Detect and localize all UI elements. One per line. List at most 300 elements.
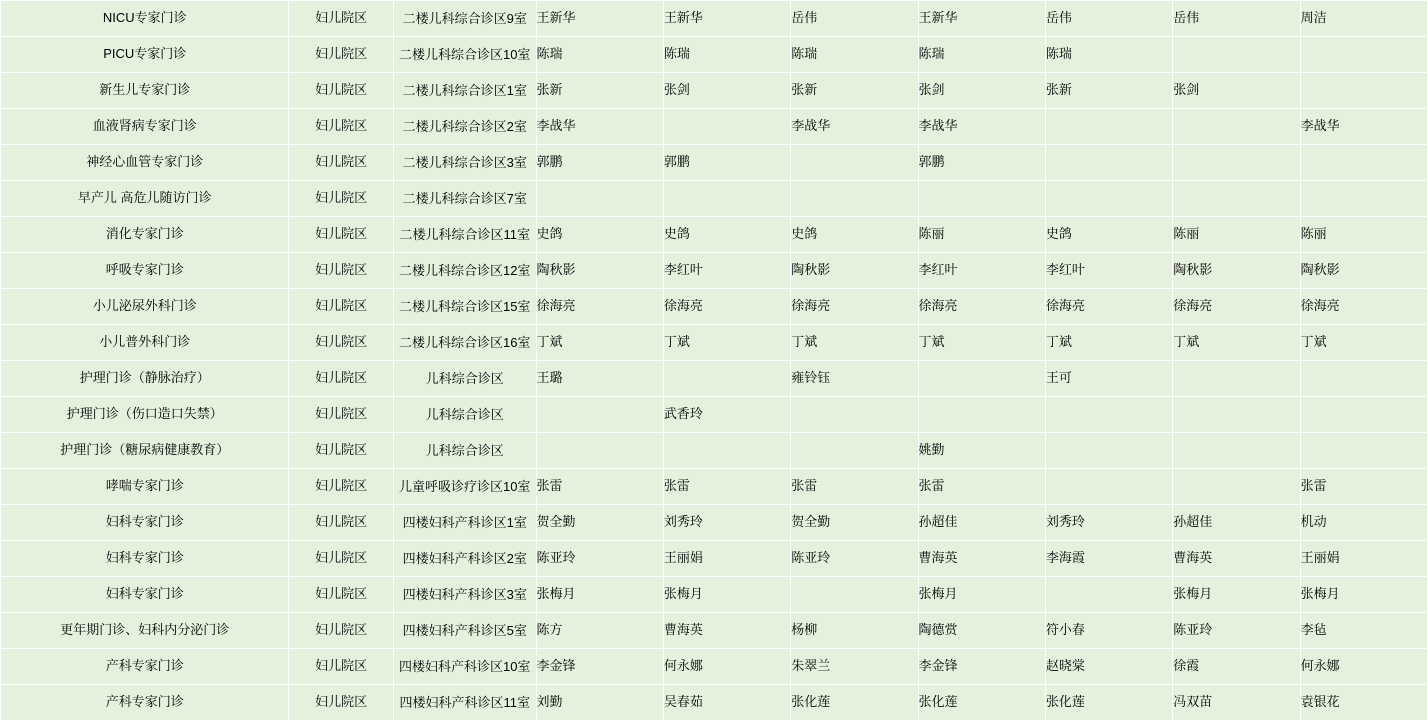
monday-cell-text: 王璐	[536, 370, 563, 386]
tuesday-cell-text: 何永娜	[663, 658, 703, 674]
campus-cell-text: 妇儿院区	[315, 82, 368, 98]
thursday-cell	[918, 469, 1045, 505]
saturday-cell	[1173, 433, 1300, 469]
friday-cell	[1045, 217, 1172, 253]
clinic-name-cell-text: 小儿泌尿外科门诊	[92, 298, 197, 314]
clinic-name-cell	[1, 541, 289, 577]
sunday-cell-text: 李毡	[1300, 622, 1327, 638]
campus-cell-text: 妇儿院区	[315, 586, 368, 602]
tuesday-cell	[663, 433, 790, 469]
tuesday-cell-text: 张剑	[663, 82, 690, 98]
clinic-name-cell-text: 护理门诊（静脉治疗）	[79, 370, 210, 386]
monday-cell	[536, 613, 663, 649]
wednesday-cell-text: 朱翠兰	[791, 658, 831, 674]
thursday-cell-text: 丁斌	[918, 334, 945, 350]
monday-cell-text: 徐海亮	[536, 298, 576, 314]
campus-cell-text: 妇儿院区	[315, 442, 368, 458]
monday-cell	[536, 469, 663, 505]
room-cell	[393, 217, 536, 253]
thursday-cell	[918, 649, 1045, 685]
monday-cell	[536, 217, 663, 253]
friday-cell-text: 李海霞	[1045, 550, 1085, 566]
room-cell-text: 二楼儿科综合诊区12室	[398, 262, 531, 278]
clinic-name-cell	[1, 469, 289, 505]
thursday-cell	[918, 145, 1045, 181]
monday-cell-text: 张雷	[536, 478, 563, 494]
table-row	[1, 433, 1428, 469]
campus-cell	[289, 361, 393, 397]
clinic-name-cell	[1, 181, 289, 217]
wednesday-cell-text: 贺全勤	[791, 514, 831, 530]
room-cell-text: 四楼妇科产科诊区5室	[402, 622, 527, 638]
wednesday-cell-text: 陈亚玲	[791, 550, 831, 566]
table-row	[1, 217, 1428, 253]
tuesday-cell-text: 史鸽	[663, 226, 690, 242]
friday-cell-text: 岳伟	[1045, 10, 1072, 26]
saturday-cell-text: 陈丽	[1173, 226, 1200, 242]
clinic-name-cell-text: 消化专家门诊	[105, 226, 184, 242]
campus-cell	[289, 541, 393, 577]
room-cell-text: 儿科综合诊区	[425, 442, 504, 458]
thursday-cell-text: 王新华	[918, 10, 958, 26]
thursday-cell	[918, 73, 1045, 109]
tuesday-cell	[663, 253, 790, 289]
wednesday-cell	[791, 181, 918, 217]
campus-cell-text: 妇儿院区	[315, 46, 368, 62]
campus-cell	[289, 433, 393, 469]
campus-cell	[289, 181, 393, 217]
tuesday-cell-text: 丁斌	[663, 334, 690, 350]
tuesday-cell-text: 郭鹏	[663, 154, 690, 170]
wednesday-cell	[791, 577, 918, 613]
friday-cell-text: 丁斌	[1045, 334, 1072, 350]
thursday-cell-text: 李红叶	[918, 262, 958, 278]
tuesday-cell-text: 王丽娟	[663, 550, 703, 566]
monday-cell	[536, 289, 663, 325]
clinic-name-cell	[1, 685, 289, 721]
friday-cell-text: 李红叶	[1045, 262, 1085, 278]
monday-cell-text: 陈瑞	[536, 46, 563, 62]
saturday-cell	[1173, 145, 1300, 181]
wednesday-cell	[791, 145, 918, 181]
campus-cell	[289, 505, 393, 541]
sunday-cell	[1300, 325, 1427, 361]
monday-cell-text: 郭鹏	[536, 154, 563, 170]
campus-cell	[289, 217, 393, 253]
clinic-name-cell	[1, 37, 289, 73]
room-cell	[393, 145, 536, 181]
campus-cell-text: 妇儿院区	[315, 406, 368, 422]
clinic-name-cell-text: 护理门诊（伤口造口失禁）	[66, 406, 223, 422]
campus-cell	[289, 469, 393, 505]
campus-cell-text: 妇儿院区	[315, 262, 368, 278]
sunday-cell	[1300, 181, 1427, 217]
thursday-cell-text: 陈瑞	[918, 46, 945, 62]
friday-cell-text: 徐海亮	[1045, 298, 1085, 314]
room-cell-text: 二楼儿科综合诊区10室	[398, 46, 531, 62]
saturday-cell-text: 孙超佳	[1173, 514, 1213, 530]
thursday-cell	[918, 577, 1045, 613]
wednesday-cell-text: 陶秋影	[791, 262, 831, 278]
friday-cell	[1045, 541, 1172, 577]
table-body	[1, 1, 1428, 721]
room-cell-text: 四楼妇科产科诊区11室	[399, 694, 530, 710]
wednesday-cell	[791, 109, 918, 145]
tuesday-cell-text: 张梅月	[663, 586, 703, 602]
saturday-cell	[1173, 217, 1300, 253]
friday-cell	[1045, 469, 1172, 505]
friday-cell	[1045, 109, 1172, 145]
saturday-cell-text: 冯双苗	[1173, 694, 1213, 710]
friday-cell-text: 赵晓棠	[1045, 658, 1085, 674]
room-cell	[393, 649, 536, 685]
thursday-cell	[918, 37, 1045, 73]
monday-cell	[536, 325, 663, 361]
room-cell-text: 儿科综合诊区	[425, 406, 504, 422]
friday-cell	[1045, 1, 1172, 37]
room-cell	[393, 109, 536, 145]
clinic-name-cell-text: 哮喘专家门诊	[105, 478, 184, 494]
campus-cell	[289, 289, 393, 325]
clinic-name-cell-text: 神经心血管专家门诊	[86, 154, 204, 170]
friday-cell	[1045, 685, 1172, 721]
thursday-cell-text: 张雷	[918, 478, 945, 494]
campus-cell	[289, 253, 393, 289]
saturday-cell	[1173, 505, 1300, 541]
wednesday-cell	[791, 37, 918, 73]
clinic-name-cell-text: 更年期门诊、妇科内分泌门诊	[60, 622, 230, 638]
wednesday-cell-text: 张新	[791, 82, 818, 98]
friday-cell	[1045, 577, 1172, 613]
friday-cell	[1045, 37, 1172, 73]
campus-cell-text: 妇儿院区	[315, 190, 368, 206]
sunday-cell	[1300, 469, 1427, 505]
sunday-cell-text: 张梅月	[1300, 586, 1340, 602]
sunday-cell	[1300, 505, 1427, 541]
clinic-name-cell	[1, 1, 289, 37]
room-cell-text: 二楼儿科综合诊区9室	[402, 10, 527, 26]
saturday-cell	[1173, 109, 1300, 145]
thursday-cell-text: 曹海英	[918, 550, 958, 566]
room-cell-text: 四楼妇科产科诊区10室	[398, 658, 531, 674]
campus-cell-text: 妇儿院区	[315, 334, 368, 350]
table-row	[1, 73, 1428, 109]
friday-cell	[1045, 361, 1172, 397]
saturday-cell-text: 徐霞	[1173, 658, 1200, 674]
saturday-cell	[1173, 1, 1300, 37]
friday-cell-text: 陈瑞	[1045, 46, 1072, 62]
tuesday-cell-text: 曹海英	[663, 622, 703, 638]
wednesday-cell	[791, 289, 918, 325]
tuesday-cell	[663, 613, 790, 649]
table-row	[1, 613, 1428, 649]
room-cell	[393, 613, 536, 649]
table-row	[1, 1, 1428, 37]
sunday-cell-text: 机动	[1300, 514, 1327, 530]
friday-cell-text: 王可	[1045, 370, 1072, 386]
sunday-cell	[1300, 73, 1427, 109]
wednesday-cell-text: 陈瑞	[791, 46, 818, 62]
wednesday-cell	[791, 505, 918, 541]
tuesday-cell-text: 吴春茹	[663, 694, 703, 710]
campus-cell-text: 妇儿院区	[315, 154, 368, 170]
thursday-cell	[918, 1, 1045, 37]
wednesday-cell-text: 雍铃钰	[791, 370, 831, 386]
monday-cell-text: 丁斌	[536, 334, 563, 350]
monday-cell-text: 陈方	[536, 622, 563, 638]
sunday-cell-text: 袁银花	[1300, 694, 1340, 710]
wednesday-cell	[791, 217, 918, 253]
table-row	[1, 577, 1428, 613]
saturday-cell	[1173, 325, 1300, 361]
room-cell-text: 二楼儿科综合诊区3室	[402, 154, 527, 170]
monday-cell-text: 史鸽	[536, 226, 563, 242]
monday-cell-text: 贺全勤	[536, 514, 576, 530]
campus-cell	[289, 613, 393, 649]
campus-cell-text: 妇儿院区	[315, 298, 368, 314]
room-cell-text: 四楼妇科产科诊区1室	[402, 514, 527, 530]
room-cell	[393, 505, 536, 541]
thursday-cell-text: 李金锋	[918, 658, 958, 674]
sunday-cell-text: 王丽娟	[1300, 550, 1340, 566]
table-row	[1, 397, 1428, 433]
wednesday-cell	[791, 613, 918, 649]
wednesday-cell-text: 徐海亮	[791, 298, 831, 314]
room-cell	[393, 325, 536, 361]
tuesday-cell	[663, 577, 790, 613]
wednesday-cell-text: 史鸽	[791, 226, 818, 242]
saturday-cell-text: 岳伟	[1173, 10, 1200, 26]
campus-cell	[289, 73, 393, 109]
saturday-cell	[1173, 253, 1300, 289]
clinic-name-cell	[1, 253, 289, 289]
sunday-cell	[1300, 145, 1427, 181]
thursday-cell	[918, 397, 1045, 433]
clinic-name-cell	[1, 577, 289, 613]
friday-cell-text: 张新	[1045, 82, 1072, 98]
monday-cell	[536, 397, 663, 433]
room-cell-text: 四楼妇科产科诊区2室	[402, 550, 527, 566]
monday-cell	[536, 577, 663, 613]
room-cell-text: 二楼儿科综合诊区7室	[402, 190, 527, 206]
thursday-cell	[918, 541, 1045, 577]
room-cell-text: 儿科综合诊区	[425, 370, 504, 386]
campus-cell	[289, 37, 393, 73]
thursday-cell	[918, 613, 1045, 649]
table-row	[1, 361, 1428, 397]
campus-cell	[289, 685, 393, 721]
room-cell-text: 四楼妇科产科诊区3室	[402, 586, 527, 602]
wednesday-cell-text: 李战华	[791, 118, 831, 134]
thursday-cell	[918, 505, 1045, 541]
clinic-name-cell-text: 产科专家门诊	[105, 658, 184, 674]
saturday-cell-text: 陈亚玲	[1173, 622, 1213, 638]
room-cell-text: 二楼儿科综合诊区11室	[399, 226, 530, 242]
room-cell	[393, 433, 536, 469]
campus-cell	[289, 145, 393, 181]
campus-cell-text: 妇儿院区	[315, 514, 368, 530]
campus-cell-text: 妇儿院区	[315, 10, 368, 26]
tuesday-cell-text: 李红叶	[663, 262, 703, 278]
thursday-cell-text: 姚勤	[918, 442, 945, 458]
campus-cell	[289, 649, 393, 685]
campus-cell-text: 妇儿院区	[315, 370, 368, 386]
thursday-cell	[918, 289, 1045, 325]
tuesday-cell-text: 徐海亮	[663, 298, 703, 314]
sunday-cell	[1300, 397, 1427, 433]
saturday-cell	[1173, 181, 1300, 217]
thursday-cell	[918, 685, 1045, 721]
clinic-name-cell-text: 妇科专家门诊	[105, 586, 184, 602]
campus-cell-text: 妇儿院区	[315, 118, 368, 134]
clinic-name-cell-text: 呼吸专家门诊	[105, 262, 184, 278]
wednesday-cell	[791, 1, 918, 37]
thursday-cell-text: 陶德赏	[918, 622, 958, 638]
saturday-cell	[1173, 469, 1300, 505]
room-cell-text: 二楼儿科综合诊区2室	[402, 118, 527, 134]
saturday-cell	[1173, 361, 1300, 397]
campus-cell-text: 妇儿院区	[315, 694, 368, 710]
sunday-cell	[1300, 577, 1427, 613]
clinic-name-cell	[1, 649, 289, 685]
wednesday-cell	[791, 685, 918, 721]
tuesday-cell	[663, 181, 790, 217]
sunday-cell	[1300, 433, 1427, 469]
clinic-name-cell	[1, 397, 289, 433]
clinic-name-cell	[1, 289, 289, 325]
tuesday-cell	[663, 469, 790, 505]
clinic-name-cell	[1, 505, 289, 541]
saturday-cell-text: 张剑	[1173, 82, 1200, 98]
thursday-cell	[918, 181, 1045, 217]
tuesday-cell	[663, 685, 790, 721]
saturday-cell-text: 徐海亮	[1173, 298, 1213, 314]
friday-cell	[1045, 181, 1172, 217]
saturday-cell	[1173, 289, 1300, 325]
friday-cell	[1045, 613, 1172, 649]
friday-cell	[1045, 397, 1172, 433]
clinic-name-cell	[1, 325, 289, 361]
campus-cell-text: 妇儿院区	[315, 478, 368, 494]
wednesday-cell-text: 丁斌	[791, 334, 818, 350]
clinic-name-cell	[1, 433, 289, 469]
room-cell-text: 二楼儿科综合诊区1室	[402, 82, 527, 98]
tuesday-cell	[663, 1, 790, 37]
sunday-cell	[1300, 289, 1427, 325]
monday-cell-text: 刘勤	[536, 694, 563, 710]
saturday-cell-text: 陶秋影	[1173, 262, 1213, 278]
thursday-cell	[918, 253, 1045, 289]
table-row	[1, 325, 1428, 361]
wednesday-cell-text: 张雷	[791, 478, 818, 494]
monday-cell	[536, 541, 663, 577]
room-cell-text: 儿童呼吸诊疗诊区10室	[398, 478, 531, 494]
tuesday-cell	[663, 541, 790, 577]
campus-cell	[289, 325, 393, 361]
thursday-cell	[918, 361, 1045, 397]
friday-cell-text: 史鸽	[1045, 226, 1072, 242]
sunday-cell-text: 李战华	[1300, 118, 1340, 134]
monday-cell	[536, 685, 663, 721]
monday-cell-text: 王新华	[536, 10, 576, 26]
clinic-name-cell	[1, 109, 289, 145]
table-row	[1, 289, 1428, 325]
friday-cell-text: 刘秀玲	[1045, 514, 1085, 530]
clinic-name-cell-text: 产科专家门诊	[105, 694, 184, 710]
room-cell	[393, 397, 536, 433]
clinic-name-cell-text: 小儿普外科门诊	[99, 334, 191, 350]
sunday-cell-text: 陶秋影	[1300, 262, 1340, 278]
wednesday-cell	[791, 397, 918, 433]
wednesday-cell-text: 杨柳	[791, 622, 818, 638]
tuesday-cell-text: 武香玲	[663, 406, 703, 422]
table-row	[1, 685, 1428, 721]
monday-cell	[536, 37, 663, 73]
thursday-cell-text: 陈丽	[918, 226, 945, 242]
saturday-cell	[1173, 613, 1300, 649]
tuesday-cell	[663, 361, 790, 397]
saturday-cell	[1173, 73, 1300, 109]
table-row	[1, 649, 1428, 685]
sunday-cell	[1300, 541, 1427, 577]
thursday-cell	[918, 433, 1045, 469]
room-cell-text: 二楼儿科综合诊区16室	[398, 334, 531, 350]
tuesday-cell	[663, 397, 790, 433]
clinic-name-cell	[1, 361, 289, 397]
sunday-cell	[1300, 253, 1427, 289]
room-cell	[393, 1, 536, 37]
sunday-cell-text: 周洁	[1300, 10, 1327, 26]
monday-cell-text: 张梅月	[536, 586, 576, 602]
friday-cell	[1045, 289, 1172, 325]
monday-cell	[536, 505, 663, 541]
room-cell	[393, 289, 536, 325]
clinic-name-cell	[1, 73, 289, 109]
tuesday-cell-text: 张雷	[663, 478, 690, 494]
monday-cell-text: 张新	[536, 82, 563, 98]
monday-cell	[536, 181, 663, 217]
table-row	[1, 37, 1428, 73]
tuesday-cell	[663, 505, 790, 541]
friday-cell	[1045, 253, 1172, 289]
sunday-cell	[1300, 613, 1427, 649]
sunday-cell-text: 徐海亮	[1300, 298, 1340, 314]
friday-cell	[1045, 649, 1172, 685]
thursday-cell-text: 张剑	[918, 82, 945, 98]
campus-cell-text: 妇儿院区	[315, 658, 368, 674]
wednesday-cell	[791, 649, 918, 685]
monday-cell	[536, 361, 663, 397]
clinic-name-cell-text: 新生儿专家门诊	[99, 82, 191, 98]
wednesday-cell	[791, 325, 918, 361]
sunday-cell	[1300, 685, 1427, 721]
sunday-cell	[1300, 361, 1427, 397]
clinic-name-cell-text: NICU专家门诊	[102, 10, 187, 26]
campus-cell	[289, 109, 393, 145]
room-cell	[393, 361, 536, 397]
thursday-cell	[918, 217, 1045, 253]
room-cell	[393, 37, 536, 73]
thursday-cell-text: 张梅月	[918, 586, 958, 602]
sunday-cell-text: 何永娜	[1300, 658, 1340, 674]
campus-cell-text: 妇儿院区	[315, 550, 368, 566]
friday-cell	[1045, 73, 1172, 109]
table-row	[1, 505, 1428, 541]
monday-cell-text: 陶秋影	[536, 262, 576, 278]
saturday-cell	[1173, 541, 1300, 577]
saturday-cell	[1173, 685, 1300, 721]
monday-cell	[536, 433, 663, 469]
